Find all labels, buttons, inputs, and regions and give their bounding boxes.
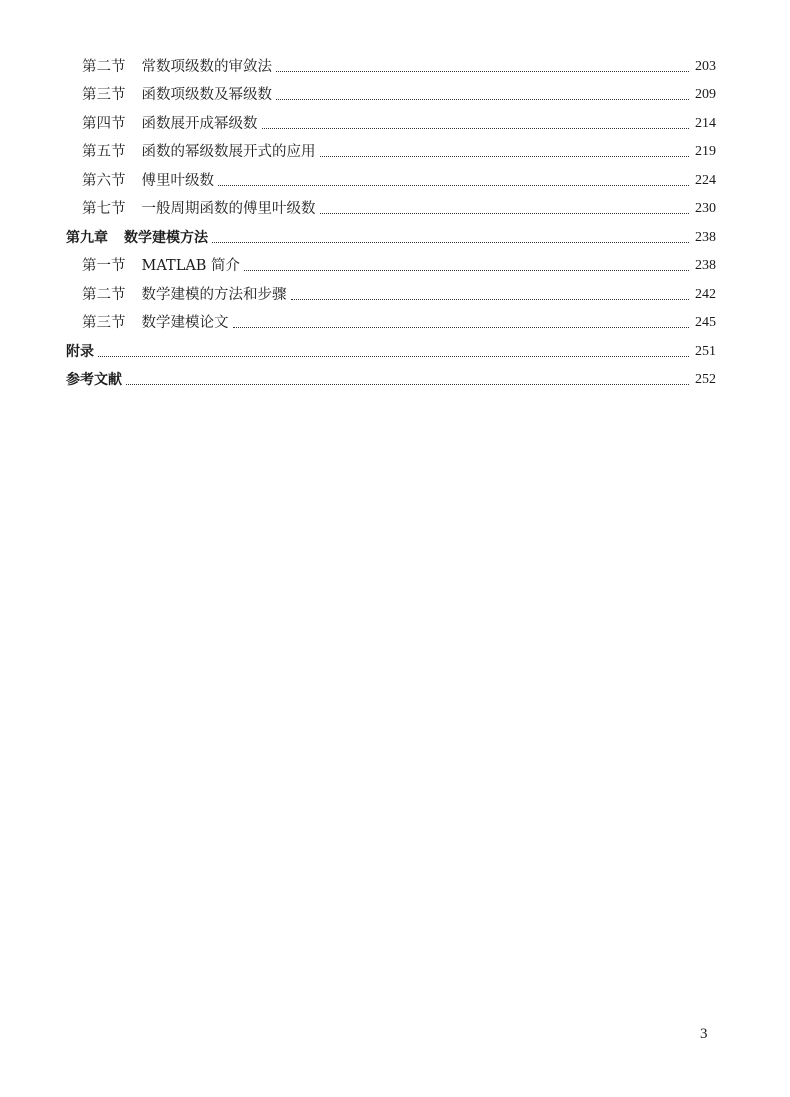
dot-leader [126,384,689,385]
toc-entry-page: 203 [695,58,716,74]
toc-chapter-entry[interactable] [66,219,716,248]
page-number: 3 [700,1026,708,1042]
toc-entry-title: 傅里叶级数 [141,172,214,189]
toc-entry-title: 一般周期函数的傅里叶级数 [141,201,316,217]
toc-entry-label: 第一节 [82,258,126,274]
toc-entry-page: 238 [695,229,716,245]
toc-entry[interactable] [66,191,716,220]
toc-entry-title: MATLAB 简介 [141,258,241,274]
table-of-contents [66,48,716,390]
toc-entry[interactable] [66,77,716,106]
toc-entry-label: 第四节 [82,115,126,132]
toc-entry-title: 参考文献 [66,372,122,388]
dot-leader [218,185,689,186]
dot-leader [320,213,690,214]
toc-appendix-entry[interactable] [66,333,716,362]
toc-entry-label: 第六节 [82,172,126,189]
toc-entry-page: 230 [695,201,716,216]
toc-entry[interactable] [66,48,716,77]
toc-entry-page: 238 [695,258,716,273]
dot-leader [233,327,690,328]
toc-entry-title: 数学建模的方法和步骤 [141,286,287,303]
toc-entry-page: 252 [695,372,716,387]
dot-leader [320,156,690,157]
toc-entry-title: 数学建模方法 [124,229,208,246]
toc-entry-label: 第三节 [82,315,126,331]
toc-entry-page: 251 [695,343,716,359]
dot-leader [276,99,689,100]
toc-entry[interactable] [66,134,716,163]
toc-entry-page: 242 [695,286,716,302]
toc-entry-title: 函数展开成幂级数 [141,115,258,132]
toc-entry-label: 第二节 [82,58,126,75]
dot-leader [244,270,689,271]
toc-entry-label: 第三节 [82,87,126,103]
toc-entry-title: 函数项级数及幂级数 [141,87,272,103]
toc-entry[interactable] [66,248,716,277]
toc-entry-title: 数学建模论文 [141,315,229,331]
toc-entry-page: 245 [695,315,716,330]
toc-entry-label: 第五节 [82,144,126,160]
dot-leader [291,299,690,300]
toc-entry-page: 214 [695,115,716,131]
toc-entry-page: 219 [695,144,716,159]
toc-entry[interactable] [66,276,716,305]
dot-leader [276,71,689,72]
toc-entry[interactable] [66,305,716,334]
toc-entry-title: 常数项级数的审敛法 [141,58,272,75]
dot-leader [212,242,689,243]
toc-entry-page: 224 [695,172,716,188]
toc-references-entry[interactable] [66,362,716,391]
toc-entry-label: 第二节 [82,286,126,303]
dot-leader [98,356,689,357]
toc-entry[interactable] [66,105,716,134]
toc-entry[interactable] [66,162,716,191]
toc-entry-label: 第七节 [82,201,126,217]
toc-entry-title: 附录 [66,343,94,360]
dot-leader [262,128,690,129]
toc-entry-page: 209 [695,87,716,102]
toc-entry-label: 第九章 [66,229,108,246]
toc-entry-title: 函数的幂级数展开式的应用 [141,144,316,160]
